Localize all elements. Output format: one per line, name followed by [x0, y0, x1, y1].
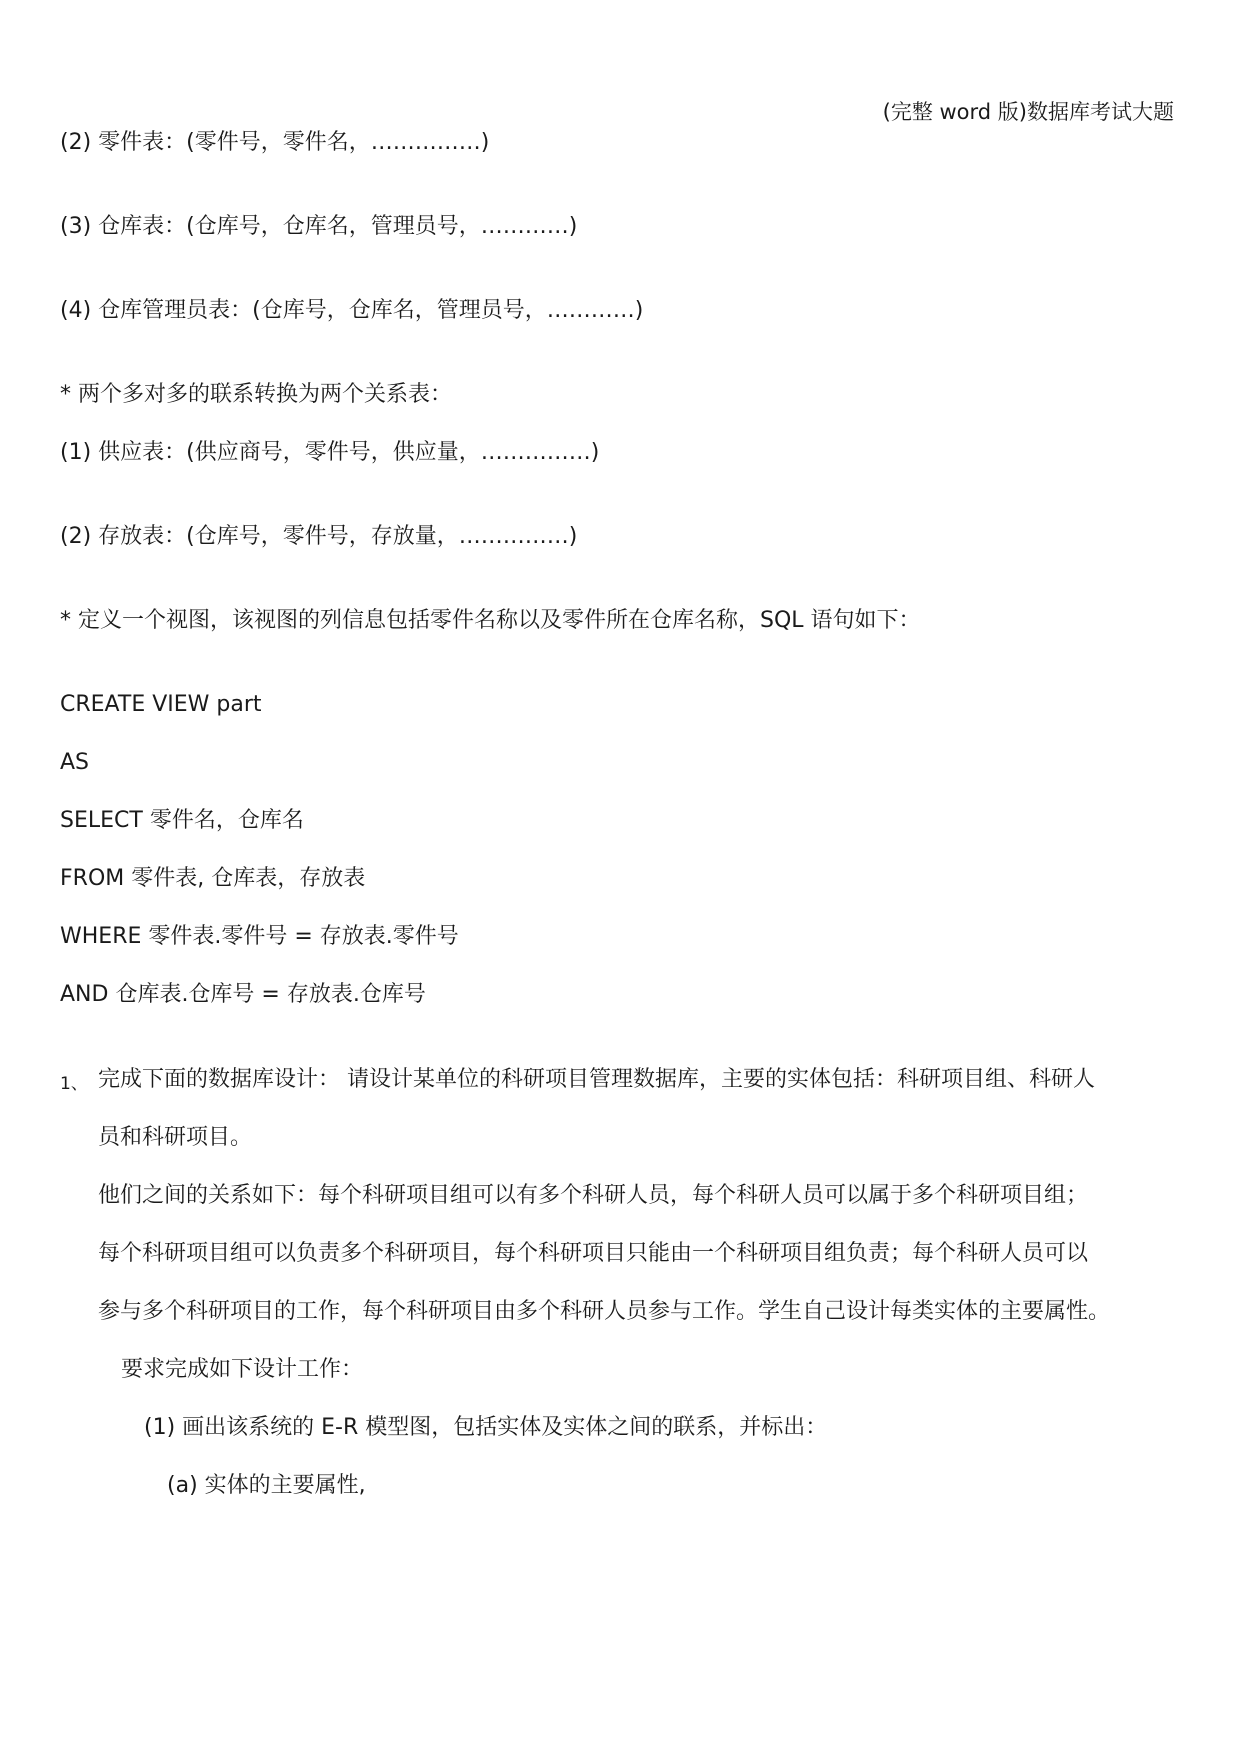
view-intro: * 定义一个视图，该视图的列信息包括零件名称以及零件所在仓库名称，SQL 语句如下： — [60, 608, 921, 633]
question-number — [60, 1070, 88, 1096]
question-line-2: 员和科研项目。 — [98, 1125, 253, 1150]
question-line-4: 每个科研项目组可以负责多个科研项目，每个科研项目只能由一个科研项目组负责；每个科研人员可以 — [98, 1241, 1089, 1266]
sql-line: AS — [60, 750, 90, 775]
relation-intro: * 两个多对多的联系转换为两个关系表： — [60, 382, 452, 407]
question-line-3: 他们之间的关系如下：每个科研项目组可以有多个科研人员，每个科研人员可以属于多个科研项目组； — [98, 1183, 1089, 1208]
sql-line: WHERE 零件表.零件号 = 存放表.零件号 — [60, 924, 459, 949]
question-sub-1a: (a) 实体的主要属性, — [167, 1473, 366, 1498]
relation-table-supply: (1) 供应表：(供应商号，零件号，供应量，……………) — [60, 440, 600, 465]
sql-line: FROM 零件表, 仓库表，存放表 — [60, 866, 366, 891]
entity-table-warehouse: (3) 仓库表：(仓库号，仓库名，管理员号，…………) — [60, 214, 578, 239]
sql-line: CREATE VIEW part — [60, 692, 262, 717]
relation-table-storage: (2) 存放表：(仓库号，零件号，存放量，……………) — [60, 524, 578, 549]
question-requirement: 要求完成如下设计工作： — [121, 1357, 364, 1382]
entity-table-warehouse-manager: (4) 仓库管理员表：(仓库号，仓库名，管理员号，…………) — [60, 298, 644, 323]
page-header-title: (完整 word 版)数据库考试大题 — [882, 100, 1174, 124]
sql-line: AND 仓库表.仓库号 = 存放表.仓库号 — [60, 982, 426, 1007]
sql-line: SELECT 零件名，仓库名 — [60, 808, 304, 833]
question-line-5: 参与多个科研项目的工作，每个科研项目由多个科研人员参与工作。学生自己设计每类实体的主要属性。 — [98, 1299, 1111, 1324]
question-number-marker: 1、 — [60, 1074, 88, 1094]
entity-table-parts: (2) 零件表：(零件号，零件名，……………) — [60, 130, 490, 155]
question-sub-1: (1) 画出该系统的 E-R 模型图，包括实体及实体之间的联系，并标出： — [144, 1415, 828, 1440]
question-line-1: 完成下面的数据库设计： 请设计某单位的科研项目管理数据库，主要的实体包括：科研项目组、科研人 — [98, 1067, 1095, 1092]
